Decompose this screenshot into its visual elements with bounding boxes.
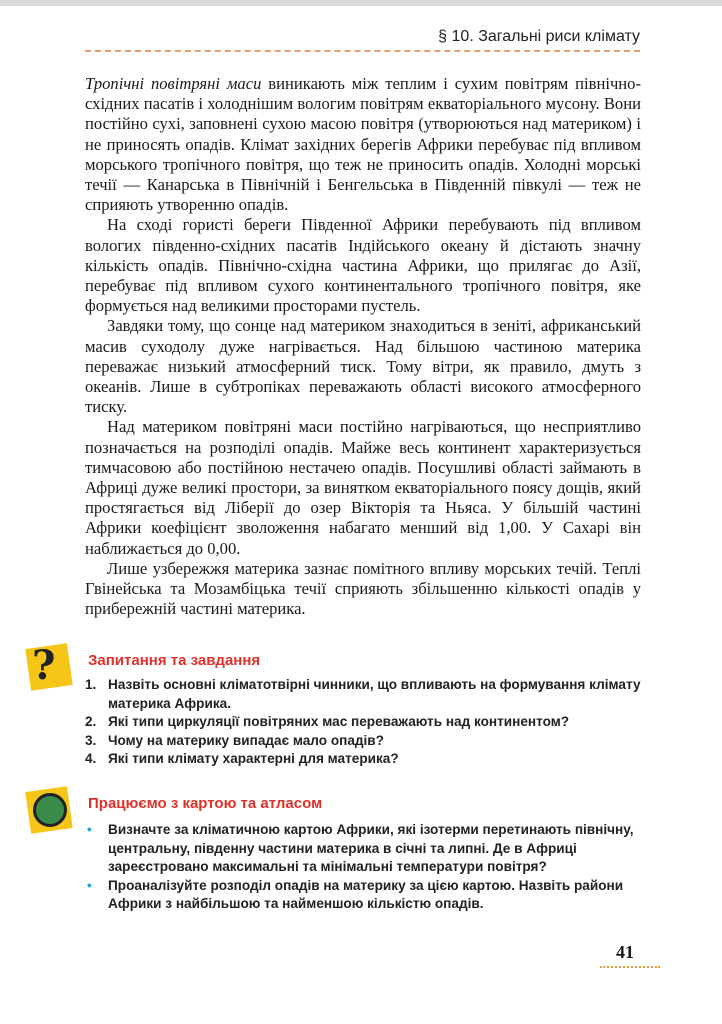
- questions-title: Запитання та завдання: [88, 652, 261, 669]
- item-text: Які типи клімату характерні для материка?: [108, 751, 399, 766]
- page-number: 41: [616, 942, 634, 962]
- item-number: 3.: [85, 732, 97, 748]
- map-work-list: [85, 821, 645, 914]
- main-text: [85, 74, 641, 619]
- paragraph-3: Завдяки тому, що сонце над материком знаходиться в зеніті, африканський масив суходолу дуже нагрівається. Над більшою частиною материка переважає низький атмосферний тиск. Тому вітри, як правило, дмуть з океанів. Лише в субтропіках переважають області високого атмосферного тиску.: [85, 316, 641, 417]
- list-item: [85, 676, 645, 713]
- paragraph-2: На сході гористі береги Південної Африки перебувають під впливом вологих південно-східних пасатів Індійського океану й дістають значну кількість опадів. Північно-східна частина Африки, що прилягає до Азії, перебуває під впливом сухого континентального тропічного повітря, яке формується над великими просторами пустель.: [85, 215, 641, 316]
- item-number: 1.: [85, 677, 97, 692]
- item-number: 4.: [85, 751, 97, 766]
- section-header: § 10. Загальні риси клімату: [438, 28, 640, 45]
- term-tropical-air-masses: Тропічні повітряні маси: [85, 74, 262, 93]
- list-item: [85, 877, 645, 914]
- paragraph-text: виникають між теплим і сухим повітрям північно-східних пасатів і холоднішим вологим повітрям екваторіального мусону. Вони постійно сухі, заповнені сухою масою повітря (утворюються над материком) і не приносять опадів. Клімат західних берегів Африки перебуває під впливом морського тропічного повітря, що теж не приносить опадів. Холодні морські течії — Канарська в Північній і Бенгельська в Південній півкулі — теж не сприяють утворенню опадів.: [85, 74, 641, 215]
- item-number: 2.: [85, 714, 97, 729]
- item-text: Які типи циркуляції повітряних мас переважають над континентом?: [108, 714, 570, 729]
- top-border: [0, 0, 722, 6]
- list-item: [85, 713, 645, 732]
- list-item: [85, 732, 645, 751]
- paragraph-1: [85, 74, 641, 215]
- page-number-ornament: [600, 966, 660, 968]
- paragraph-4: Над материком повітряні маси постійно нагріваються, що несприятливо позначається на розподілі опадів. Майже весь континент характеризується тимчасовою або постійною нестачею опадів. Посушливі області займають в Африці дуже великі простори, за винятком екваторіального поясу дощів, який простягається від Ліберії до озер Вікторія та Ньяса. У більшій частині Африки коефіцієнт зволоження набагато менший від 1,00. У Сахарі він наближається до 0,00.: [85, 417, 641, 558]
- item-text: Назвіть основні кліматотвірні чинники, що впливають на формування клімату материка Африка.: [108, 677, 641, 711]
- questions-list: [85, 676, 645, 769]
- paragraph-5: Лише узбережжя материка зазнає помітного впливу морських течій. Теплі Гвінейська та Мозамбіцька течії сприяють збільшенню кількості опадів у прибережній частині материка.: [85, 558, 641, 619]
- header-divider: [85, 50, 640, 52]
- item-text: Чому на материку випадає мало опадів?: [108, 732, 384, 748]
- question-mark-icon: ?: [32, 642, 56, 689]
- map-work-title: Працюємо з картою та атласом: [88, 795, 323, 812]
- item-text: Визначте за кліматичною картою Африки, які ізотерми перетинають північну, центральну, південну частини материка в січні та липні. Де в Африці зареєстровано максимальні та мінімальні температури повітря?: [108, 822, 634, 874]
- list-item: [85, 750, 645, 769]
- list-item: [85, 821, 645, 877]
- globe-icon: [33, 793, 67, 827]
- bullet-icon: •: [87, 822, 92, 837]
- bullet-icon: •: [87, 877, 92, 893]
- item-text: Проаналізуйте розподіл опадів на материку за цією картою. Назвіть райони Африки з найбільшою та найменшою кількістю опадів.: [108, 877, 624, 911]
